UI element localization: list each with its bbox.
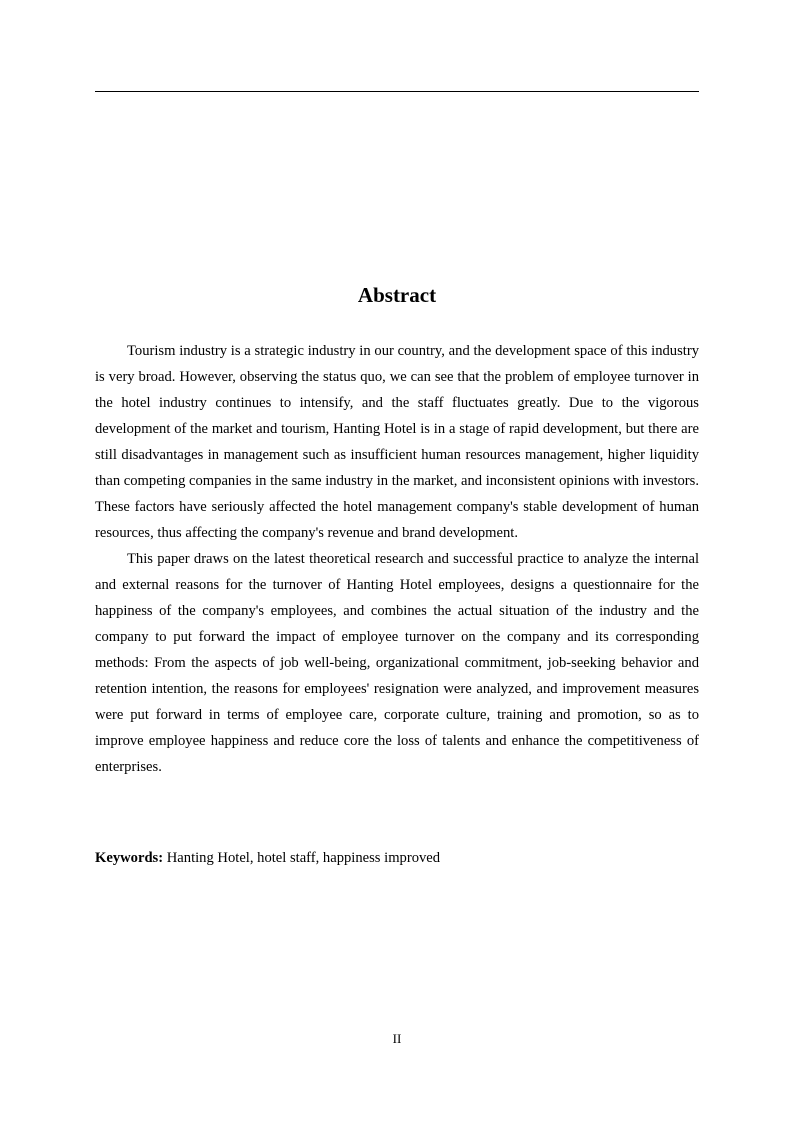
keywords-line — [95, 846, 699, 870]
abstract-paragraph-1: Tourism industry is a strategic industry in our country, and the development space of this industry is very broad. However, observing the status quo, we can see that the problem of employee turnover in the hotel industry continues to intensify, and the staff fluctuates greatly. Due to the vigorous development of the market and tourism, Hanting Hotel is in a stage of rapid development, but there are still disadvantages in management such as insufficient human resources management, higher liquidity than competing companies in the same industry in the market, and inconsistent opinions with investors. These factors have seriously affected the hotel management company's stable development of human resources, thus affecting the company's revenue and brand development. — [95, 343, 699, 541]
abstract-body — [95, 338, 699, 780]
header-rule — [95, 91, 699, 92]
abstract-title: Abstract — [357, 283, 437, 307]
keywords-text: Hanting Hotel, hotel staff, happiness improved — [163, 850, 441, 866]
abstract-paragraph-2: This paper draws on the latest theoretical research and successful practice to analyze the internal and external reasons for the turnover of Hanting Hotel employees, designs a questionnaire for the happiness of the company's employees, and combines the actual situation of the industry and the company to put forward the impact of employee turnover on the company and its corresponding methods: From the aspects of job well-being, organizational commitment, job-seeking behavior and retention intention, the reasons for employees' resignation were analyzed, and improvement measures were put forward in terms of employee care, corporate culture, training and promotion, so as to improve employee happiness and reduce core the loss of talents and enhance the competitiveness of enterprises. — [95, 551, 699, 775]
keywords-label: Keywords: — [95, 850, 164, 866]
page-number: II — [392, 1031, 402, 1046]
